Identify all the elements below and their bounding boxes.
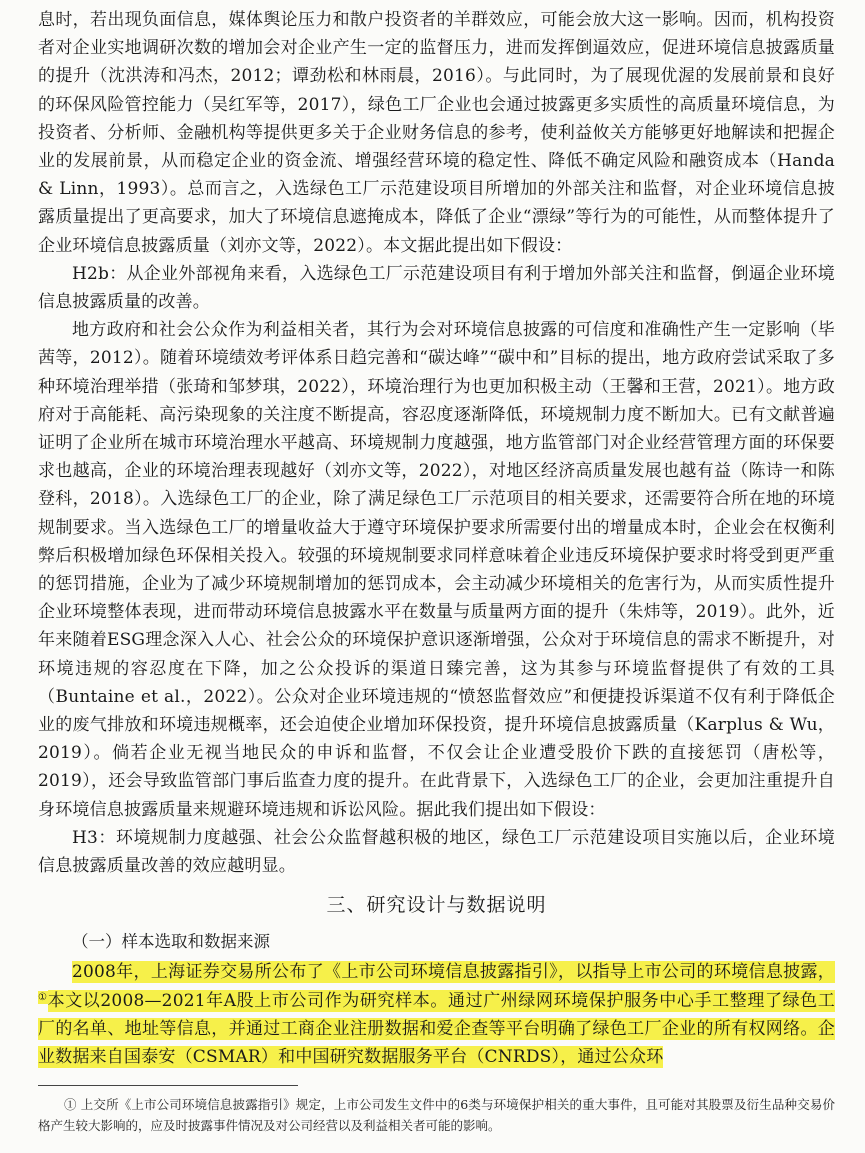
paragraph-continued: 息时，若出现负面信息，媒体舆论压力和散户投资者的羊群效应，可能会放大这一影响。因而，机构投资者对企业实地调研次数的增加会对企业产生一定的监督压力，进而发挥倒逼效应，促进环境信息披露质量的提升（沈洪涛和冯杰，2012；谭劲松和林雨晨，2016）。与此同时，为了展现优渥的发展前景和良好的环保风险管控能力（吴红军等，2017），绿色工厂企业也会通过披露更多实质性的高质量环境信息，为投资者、分析师、金融机构等提供更多关于企业财务信息的参考，使利益攸关方能够更好地解读和把握企业的发展前景，从而稳定企业的资金流、增强经营环境的稳定性、降低不确定风险和融资成本（Handa & Linn，1993）。总而言之，入选绿色工厂示范建设项目所增加的外部关注和监督，对企业环境信息披露质量提出了更高要求，加大了环境信息遮掩成本，降低了企业“漂绿”等行为的可能性，从而整体提升了企业环境信息披露质量（刘亦文等，2022）。本文据此提出如下假设： — [38, 10, 835, 256]
footnote-divider — [38, 1085, 298, 1086]
paragraph-local-government: 地方政府和社会公众作为利益相关者，其行为会对环境信息披露的可信度和准确性产生一定影响（毕茜等，2012）。随着环境绩效考评体系日趋完善和“碳达峰”“碳中和”目标的提出，地方政府尝试采取了多种环境治理举措（张琦和邹梦琪，2022），环境治理行为也更加积极主动（王馨和王营，2021）。地方政府对于高能耗、高污染现象的关注度不断提高，容忍度逐渐降低，环境规制力度不断加大。已有文献普遍证明了企业所在城市环境治理水平越高、环境规制力度越强，地方监管部门对企业经营管理方面的环保要求也越高，企业的环境治理表现越好（刘亦文等，2022），对地区经济高质量发展也越有益（陈诗一和陈登科，2018）。入选绿色工厂的企业，除了满足绿色工厂示范项目的相关要求，还需要符合所在地的环境规制要求。当入选绿色工厂的增量收益大于遵守环境保护要求所需要付出的增量成本时，企业会在权衡利弊后积极增加绿色环保相关投入。较强的环境规制要求同样意味着企业违反环境保护要求时将受到更严重的惩罚措施，企业为了减少环境规制增加的惩罚成本，会主动减少环境相关的危害行为，从而实质性提升企业环境整体表现，进而带动环境信息披露水平在数量与质量两方面的提升（朱炜等，2019）。此外，近年来随着ESG理念深入人心、社会公众的环境保护意识逐渐增强，公众对于环境信息的需求不断提升，对环境违规的容忍度在下降，加之公众投诉的渠道日臻完善，这为其参与环境监督提供了有效的工具（Buntaine et al.，2022）。公众对企业环境违规的“愤怒监督效应”和便捷投诉渠道不仅有利于降低企业的废气排放和环境违规概率，还会迫使企业增加环保投资，提升环境信息披露质量（Karplus & Wu，2019）。倘若企业无视当地民众的申诉和监督，不仅会让企业遭受股价下跌的直接惩罚（唐松等，2019），还会导致监管部门事后监查力度的提升。在此背景下，入选绿色工厂的企业，会更加注重提升自身环境信息披露质量来规避环境违规和诉讼风险。据此我们提出如下假设： — [38, 320, 835, 820]
hypothesis-h2b: H2b：从企业外部视角来看，入选绿色工厂示范建设项目有利于增加外部关注和监督，倒逼企业环境信息披露质量的改善。 — [38, 263, 835, 313]
section-title: 三、研究设计与数据说明 — [326, 894, 547, 917]
subsection-title: （一）样本选取和数据来源 — [72, 932, 270, 952]
footnote-marker[interactable]: ① — [38, 991, 48, 1003]
highlighted-text-2: 本文以2008—2021年A股上市公司作为研究样本。通过广州绿网环境保护服务中心手工整理了绿色工厂的名单、地址等信息，并通过工商企业注册数据和爱企查等平台明确了绿色工厂企业的所有权网络。企业数据来自国泰安（CSMAR）和中国研究数据服务平台（CNRDS），通过公众环 — [38, 990, 835, 1067]
hypothesis-h3: H3：环境规制力度越强、社会公众监督越积极的地区，绿色工厂示范建设项目实施以后，企业环境信息披露质量改善的效应越明显。 — [38, 827, 835, 877]
footnote-text: ① 上交所《上市公司环境信息披露指引》规定，上市公司发生文件中的6类与环境保护相关的重大事件，且可能对其股票及衍生品种交易价格产生较大影响的，应及时披露事件情况及对公司经营以及利益相关者可能的影响。 — [38, 1097, 835, 1134]
highlighted-text-1: 2008年，上海证券交易所公布了《上市公司环境信息披露指引》，以指导上市公司的环境信息披露， — [72, 962, 835, 983]
highlighted-paragraph — [38, 958, 835, 1071]
